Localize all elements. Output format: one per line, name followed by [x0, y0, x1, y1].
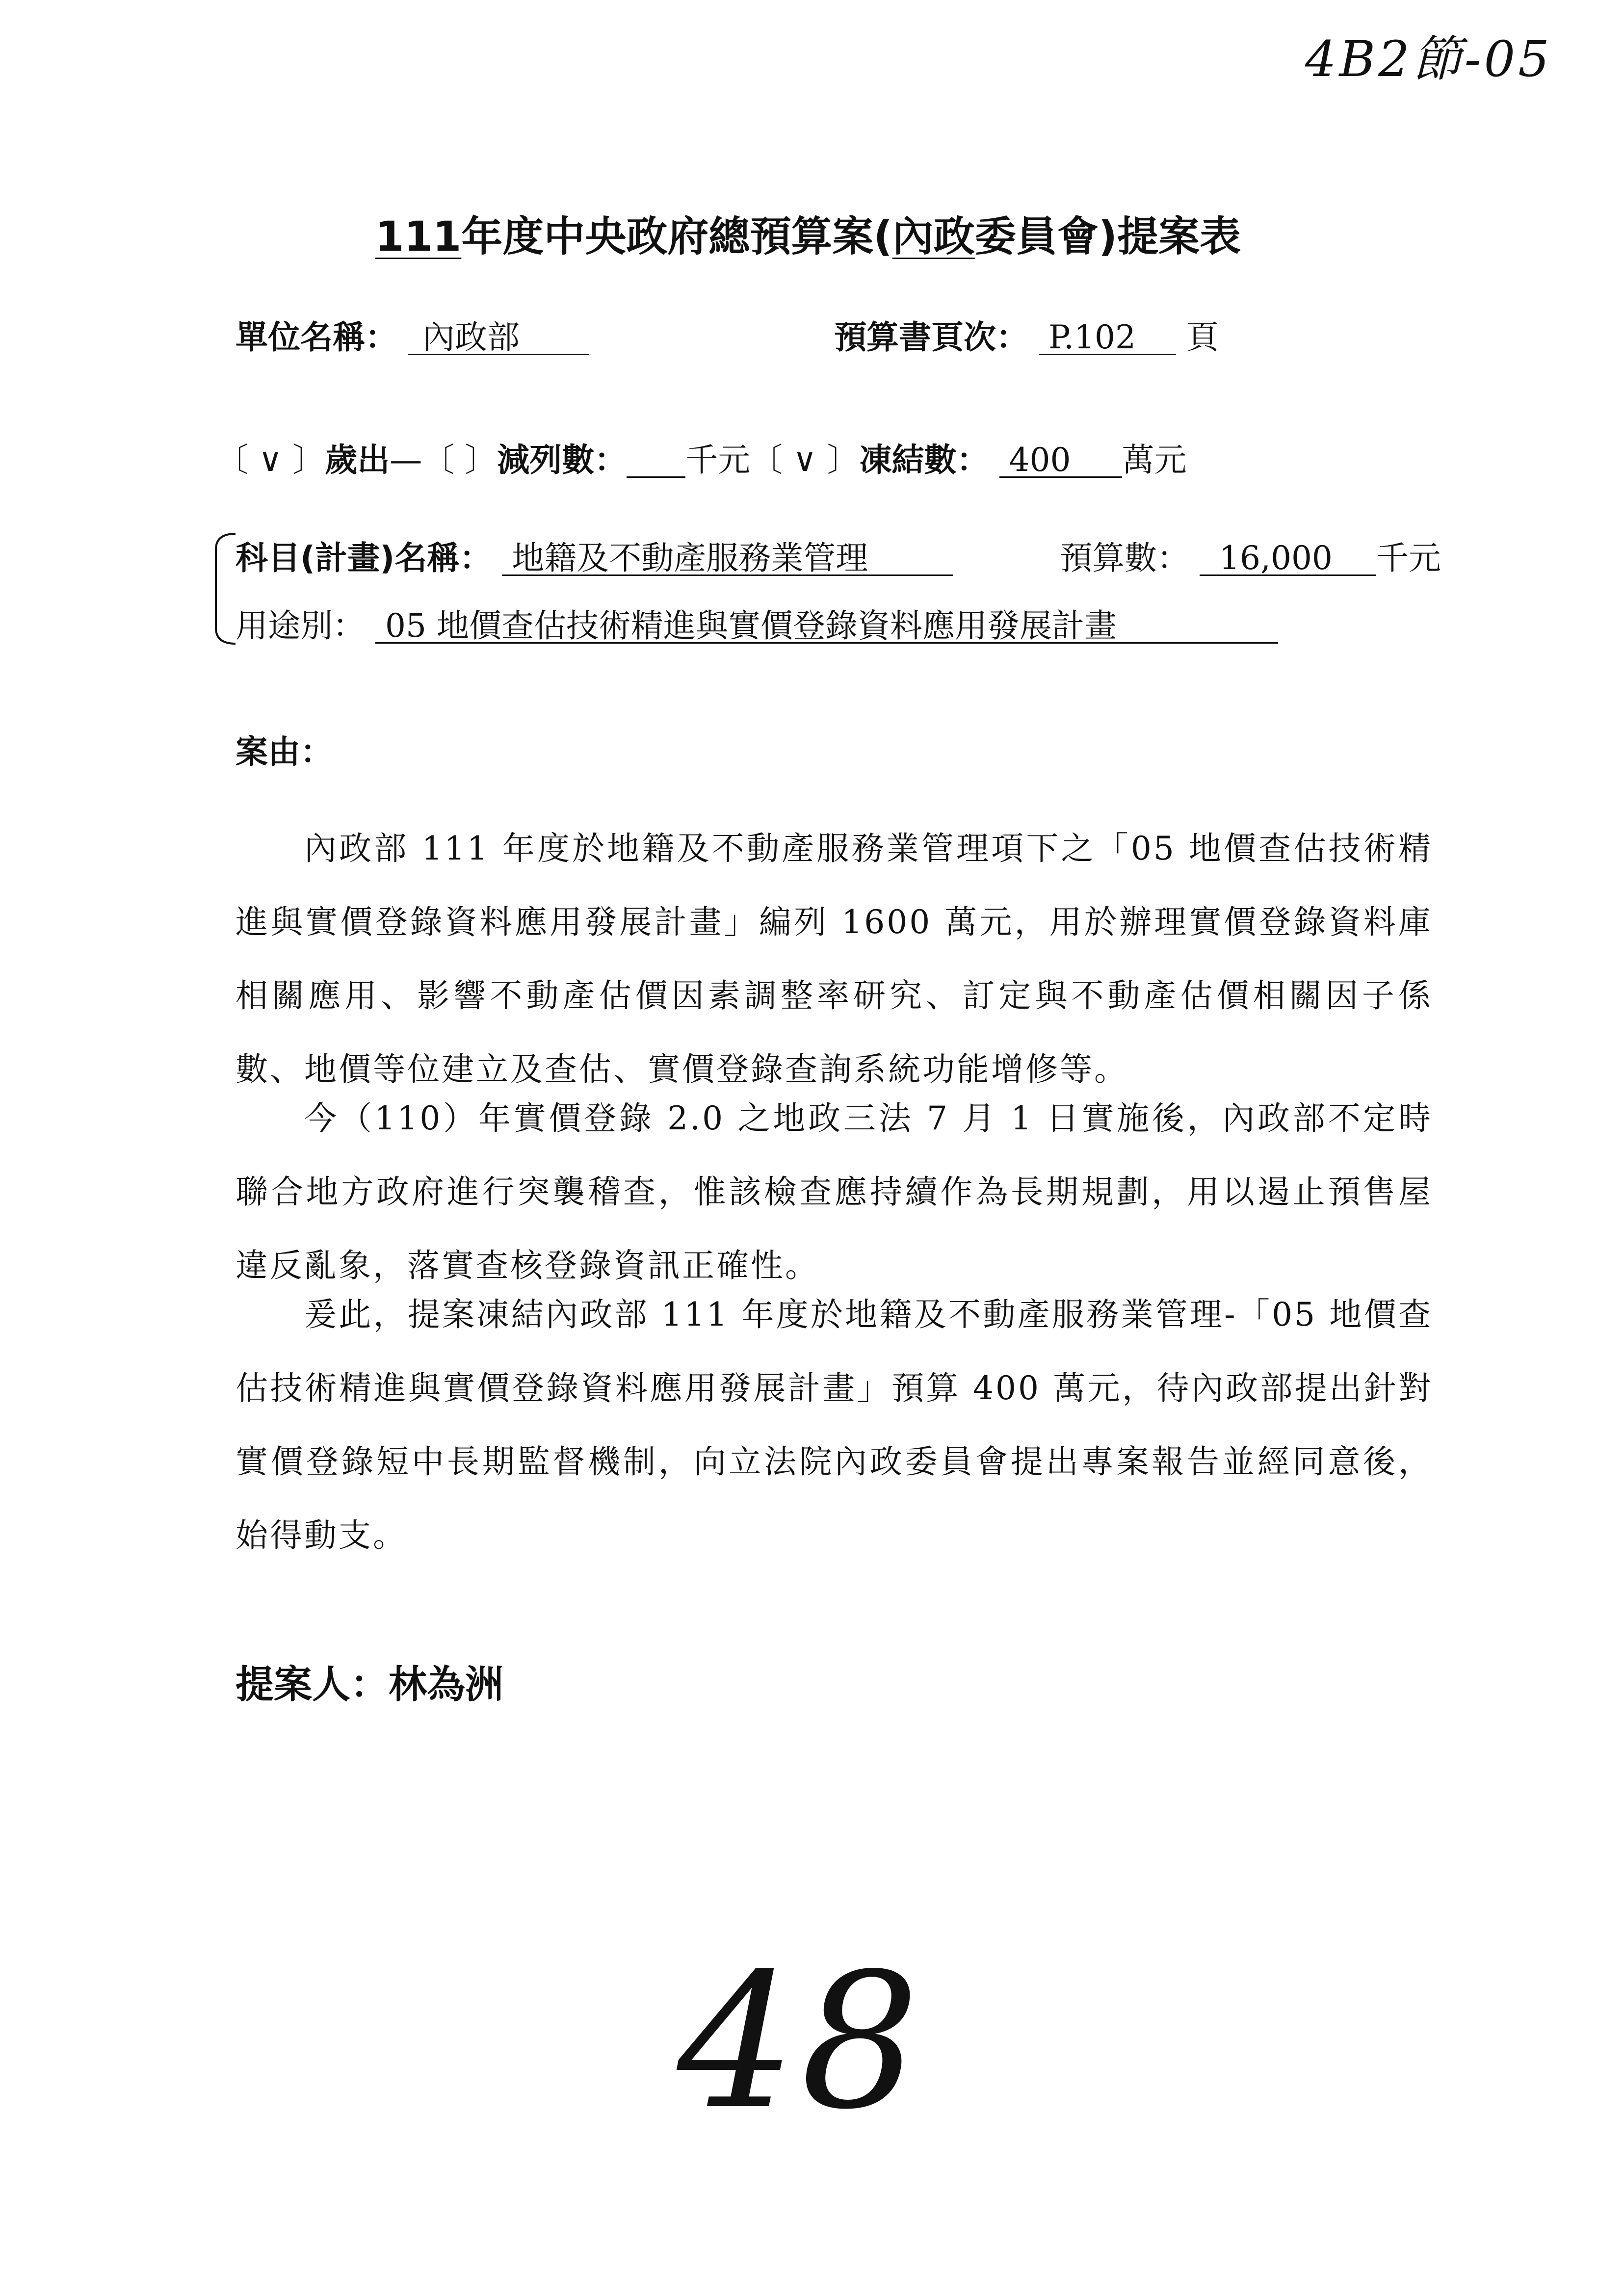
subject-label: 科目(計畫)名稱：: [236, 539, 492, 577]
paragraph-2: 今（110）年實價登錄 2.0 之地政三法 7 月 1 日實施後，內政部不定時聯合地方政府進行突襲稽查，惟該檢查應持續作為長期規劃，用以遏止預售屋違反亂象，落實查核登錄資訊正確性。: [236, 1099, 1433, 1284]
title-committee2: 委員會: [974, 212, 1099, 261]
reduce-label: 減列數：: [497, 441, 627, 479]
unit-line: [236, 318, 589, 356]
reduce-checkbox: 〔 〕: [422, 441, 498, 479]
reason-label: 案由：: [236, 733, 333, 771]
paragraph-3: 爰此，提案凍結內政部 111 年度於地籍及不動產服務業管理-「05 地價查估技術精進與實價登錄資料應用發展計畫」預算 400 萬元，待內政部提出針對實價登錄短中長期監督機制，向立法院內政委員會提出專案報告並經同意後，始得動支。: [236, 1296, 1433, 1554]
type-dash: —: [390, 441, 422, 479]
freeze-label: 凍結數：: [859, 441, 989, 479]
use-value: 05 地價查估技術精進與實價登錄資料應用發展計畫: [375, 610, 1278, 644]
subject-line: [236, 539, 953, 577]
page-ref-value: P.102: [1039, 321, 1176, 355]
page-ref-line: [834, 318, 1219, 356]
freeze-value: 400: [999, 444, 1122, 478]
title-year: 111: [375, 212, 462, 261]
use-label: 用途別：: [236, 607, 365, 645]
budget-unit: 千元: [1376, 539, 1441, 577]
reduce-blank: [627, 444, 685, 478]
budget-value: 16,000: [1200, 542, 1376, 576]
budget-label: 預算數：: [1060, 539, 1189, 577]
freeze-checkbox: 〔 ∨ 〕: [750, 441, 860, 479]
title-committee1: 內政: [892, 212, 975, 261]
expense-label: 歲出: [325, 441, 390, 479]
page-title: [375, 212, 1241, 261]
freeze-unit: 萬元: [1122, 441, 1187, 479]
proposer-line: [236, 1663, 504, 1707]
page-ref-unit: 頁: [1186, 318, 1219, 356]
reduce-unit: 千元: [685, 441, 751, 479]
unit-value: 內政部: [408, 321, 589, 355]
paragraph-1: 內政部 111 年度於地籍及不動產服務業管理項下之「05 地價查估技術精進與實價登錄資料應用發展計畫」編列 1600 萬元，用於辦理實價登錄資料庫相關應用、影響不動產估價因素調整率研究、訂定與不動產估價相關因子係數、地價等位建立及查估、實價登錄查詢系統功能增修等。: [236, 830, 1433, 1088]
use-line: [236, 607, 1278, 645]
page-ref-label: 預算書頁次：: [834, 318, 1028, 356]
title-part2: )提案表: [1098, 212, 1241, 261]
budget-line: [1060, 539, 1441, 577]
proposer-label: 提案人：: [236, 1663, 389, 1707]
subject-value: 地籍及不動產服務業管理: [502, 542, 953, 576]
title-part1: 年度中央政府總預算案(: [461, 212, 892, 261]
unit-label: 單位名稱：: [236, 318, 397, 356]
handwritten-header-note: 4B2節-05: [1305, 30, 1552, 88]
proposer-name: 林為洲: [389, 1663, 504, 1707]
handwritten-page-number: 48: [677, 1933, 924, 2150]
type-line: [216, 441, 1187, 479]
expense-checkbox: 〔 ∨ 〕: [216, 441, 325, 479]
